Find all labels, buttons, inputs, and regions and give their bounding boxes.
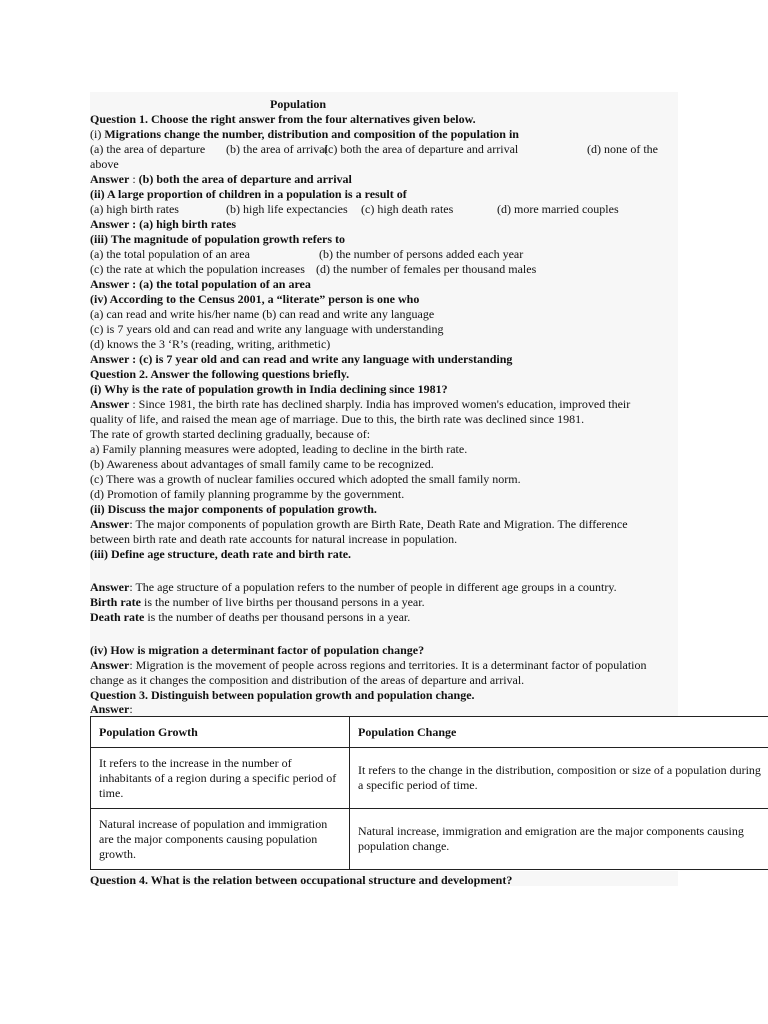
q1-ii-option-b: (b) high life expectancies [226,202,348,216]
table-cell: Natural increase of population and immigration are the major components causing population growth. [91,809,350,870]
question-1-heading: Question 1. Choose the right answer from the four alternatives given below. [90,112,476,126]
q1-iii-option-b: (b) the number of persons added each year [319,247,524,261]
q2-i-reason-c: (c) There was a growth of nuclear families occured which adopted the small family norm. [90,472,521,486]
q1-iv-option-c: (c) is 7 years old and can read and write any language with understanding [90,322,444,336]
q1-iii-option-a: (a) the total population of an area [90,247,250,261]
table-cell: Natural increase, immigration and emigration are the major components causing population change. [350,809,768,870]
q2-ii-answer-line-2: between birth rate and death rate accounts for natural increase in population. [90,532,458,546]
q1-i-option-continuation: above [90,157,119,171]
q2-i-reason-d: (d) Promotion of family planning programme by the government. [90,487,405,501]
q1-iii-option-d: (d) the number of females per thousand males [316,262,537,276]
q1-i-option-c: (c) both the area of departure and arrival [324,142,519,156]
table-row [91,809,768,870]
q1-ii-answer: Answer : (a) high birth rates [90,217,237,231]
q1-ii-option-a: (a) high birth rates [90,202,179,216]
q1-iii-answer: Answer : (a) the total population of an area [90,277,311,291]
q2-iv-answer-line-2: change as it changes the composition and distribution of the areas of departure and arrival. [90,673,525,687]
q2-iv-question: (iv) How is migration a determinant factor of population change? [90,643,425,657]
q2-iii-answer: Answer: The age structure of a population refers to the number of people in different age groups in a country. [90,580,617,594]
q1-ii-option-d: (d) more married couples [497,202,619,216]
document-title: Population [270,97,327,111]
table-header-row [91,717,768,748]
table-cell: It refers to the change in the distribution, composition or size of a population during a specific period of time. [350,748,768,809]
table-cell: It refers to the increase in the number of inhabitants of a region during a specific period of time. [91,748,350,809]
q1-ii-option-c: (c) high death rates [361,202,454,216]
q1-i-answer: Answer : (b) both the area of departure and arrival [90,172,352,186]
q2-i-reason-b: (b) Awareness about advantages of small family came to be recognized. [90,457,434,471]
q2-i-answer-line-1: Answer : Since 1981, the birth rate has declined sharply. India has improved women's education, improved their [90,397,631,411]
q1-i-option-a: (a) the area of departure [90,142,206,156]
q2-ii-answer-line-1: Answer: The major components of population growth are Birth Rate, Death Rate and Migration. The difference [90,517,628,531]
table-row [91,748,768,809]
q3-answer-label: Answer: [90,702,133,716]
q1-i-option-d: (d) none of the [587,142,658,156]
q2-iii-death-rate: Death rate is the number of deaths per thousand persons in a year. [90,610,411,624]
q2-iv-answer-line-1: Answer: Migration is the movement of people across regions and territories. It is a determinant factor of population [90,658,647,672]
q1-iv-option-d: (d) knows the 3 ‘R’s (reading, writing, arithmetic) [90,337,331,351]
comparison-table [90,716,768,870]
q1-iv-answer: Answer : (c) is 7 year old and can read and write any language with understanding [90,352,513,366]
q1-ii-question: (ii) A large proportion of children in a population is a result of [90,187,407,201]
q2-iii-birth-rate: Birth rate is the number of live births per thousand persons in a year. [90,595,425,609]
q2-i-reason-a: a) Family planning measures were adopted, leading to decline in the birth rate. [90,442,468,456]
q2-iii-question: (iii) Define age structure, death rate and birth rate. [90,547,352,561]
table-header-cell: Population Growth [91,717,350,748]
q1-iv-option-ab: (a) can read and write his/her name (b) can read and write any language [90,307,435,321]
q1-i-question: (i) Migrations change the number, distribution and composition of the population in [90,127,519,141]
q1-iii-option-c: (c) the rate at which the population increases [90,262,305,276]
q1-iii-question: (iii) The magnitude of population growth refers to [90,232,346,246]
question-2-heading: Question 2. Answer the following questions briefly. [90,367,350,381]
q2-ii-question: (ii) Discuss the major components of population growth. [90,502,377,516]
q2-i-question: (i) Why is the rate of population growth in India declining since 1981? [90,382,448,396]
question-4-heading: Question 4. What is the relation between occupational structure and development? [90,873,513,887]
q2-i-text-line: The rate of growth started declining gradually, because of: [90,427,371,441]
q1-i-option-b: (b) the area of arrival [226,142,328,156]
q1-iv-question: (iv) According to the Census 2001, a “literate” person is one who [90,292,420,306]
q2-i-answer-line-2: quality of life, and raised the mean age of marriage. Due to this, the birth rate was declined since 1981. [90,412,585,426]
question-3-heading: Question 3. Distinguish between population growth and population change. [90,688,475,702]
table-header-cell: Population Change [350,717,768,748]
